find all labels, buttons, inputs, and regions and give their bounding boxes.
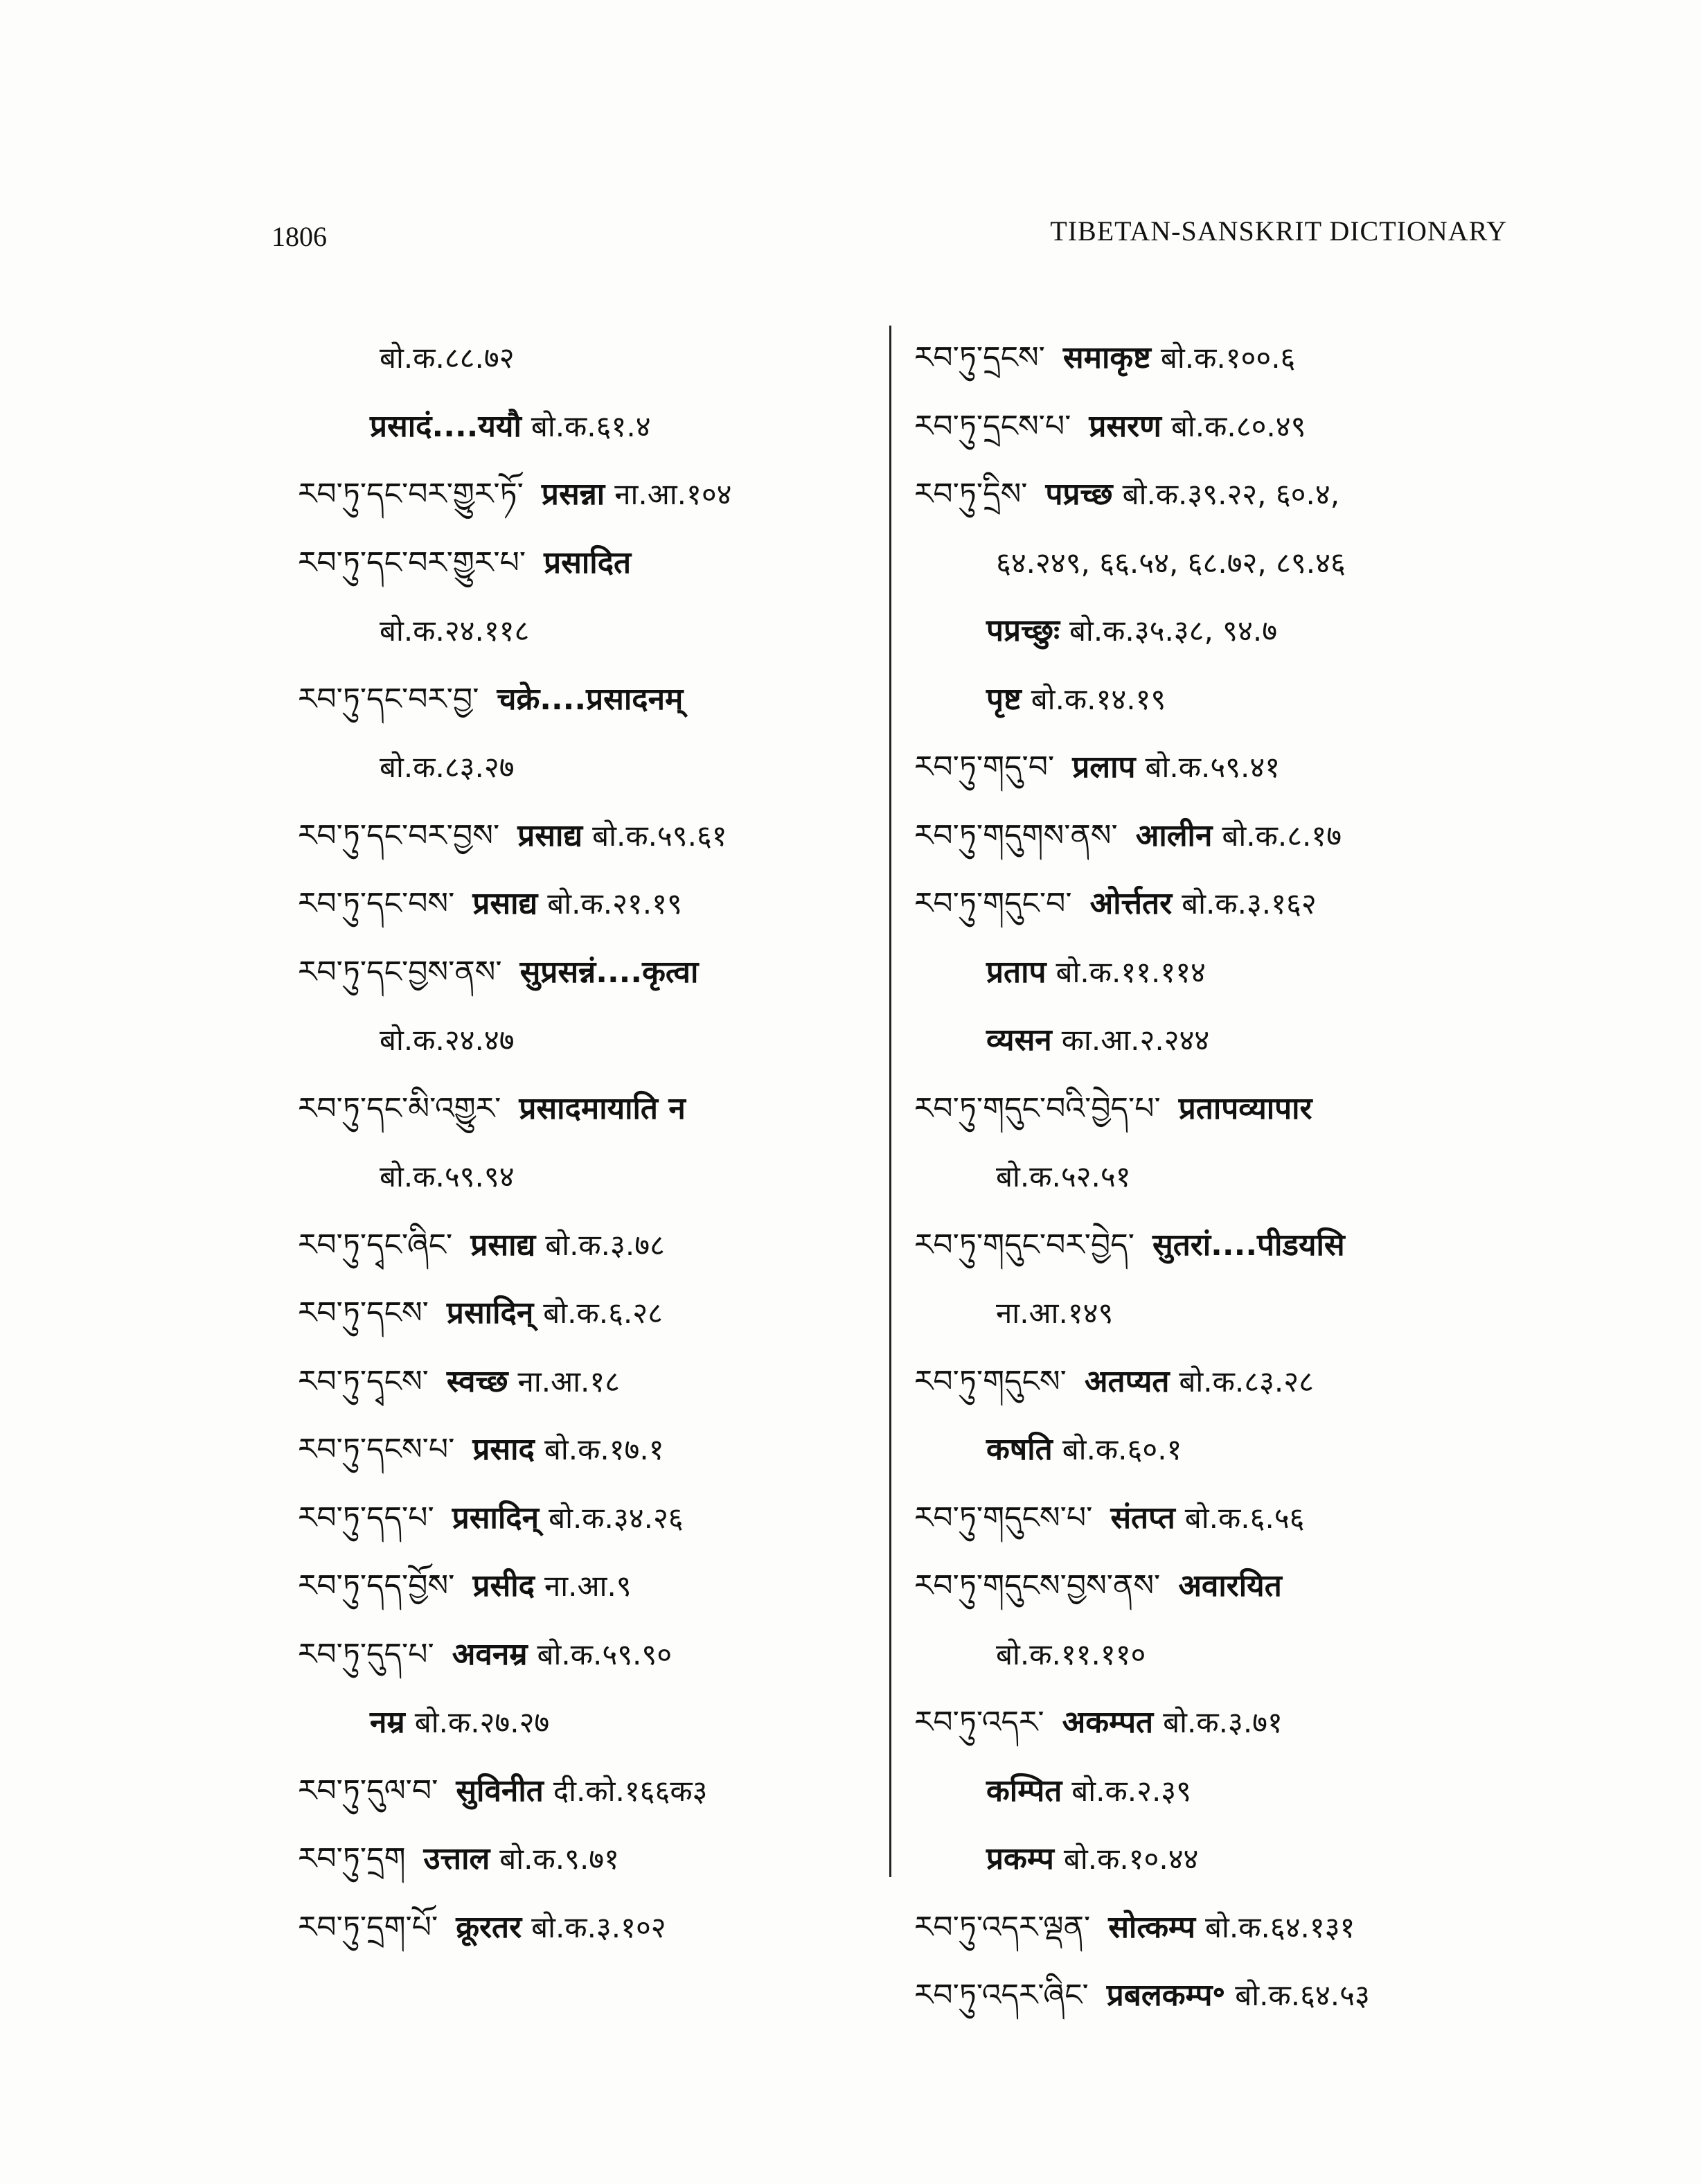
source-reference: बो.क.३४.२६ — [549, 1500, 684, 1535]
source-reference: बो.क.९.७१ — [499, 1842, 619, 1876]
tibetan-headword: རབ་ཏུ་དྭངས་ — [298, 1363, 429, 1399]
source-reference: ६४.२४९, ६६.५४, ६८.७२, ८९.४६ — [996, 545, 1346, 580]
source-reference: का.आ.२.२४४ — [1061, 1023, 1210, 1057]
sanskrit-equivalent: सुप्रसन्नं....कृत्वा — [519, 954, 699, 990]
sanskrit-equivalent: प्रतापव्यापार — [1178, 1090, 1312, 1126]
sanskrit-equivalent: ओर्त्ततर — [1089, 886, 1173, 921]
tibetan-headword: རབ་ཏུ་དུད་པ་ — [298, 1636, 434, 1672]
dictionary-entry-line — [914, 1075, 1510, 1144]
source-reference: बो.क.५९.९० — [537, 1637, 673, 1671]
source-reference: बो.क.६४.५३ — [1235, 1978, 1370, 2012]
sanskrit-equivalent: सोत्कम्प — [1108, 1909, 1196, 1945]
left-column — [298, 324, 852, 1962]
tibetan-headword: རབ་ཏུ་གདུང་བའི་བྱེད་པ་ — [914, 1090, 1161, 1126]
dictionary-entry-line — [914, 1962, 1510, 2030]
dictionary-entry-line — [298, 324, 852, 393]
tibetan-headword: རབ་ཏུ་གདུང་བ་ — [914, 886, 1072, 921]
sanskrit-equivalent: प्रलाप — [1072, 749, 1136, 785]
tibetan-headword: རབ་ཏུ་དྲངས་ — [914, 340, 1045, 375]
source-reference: ना.आ.९ — [544, 1569, 632, 1603]
dictionary-entry-line — [298, 1825, 852, 1894]
tibetan-headword: རབ་ཏུ་གདུ་བ་ — [914, 749, 1055, 785]
tibetan-headword: རབ་ཏུ་དང་བར་གྱུར་ཏོ་ — [298, 477, 524, 512]
sanskrit-equivalent: अवनम्र — [452, 1636, 528, 1672]
dictionary-entry-line — [298, 939, 852, 1007]
dictionary-entry-line — [914, 324, 1510, 393]
source-reference: बो.क.८.१७ — [1222, 818, 1342, 853]
dictionary-entry-line — [914, 1757, 1510, 1826]
sanskrit-equivalent: प्रसाद्य — [470, 1227, 536, 1263]
tibetan-headword: རབ་ཏུ་དང་བྱས་ནས་ — [298, 954, 502, 990]
sanskrit-equivalent: प्रसादित — [544, 544, 632, 580]
source-reference: बो.क.६४.१३१ — [1205, 1910, 1355, 1944]
sanskrit-equivalent: प्रताप — [986, 954, 1047, 990]
source-reference: बो.क.३.१६२ — [1182, 887, 1317, 921]
tibetan-headword: རབ་ཏུ་དྲག་པོ་ — [298, 1909, 438, 1945]
source-reference: बो.क.१००.६ — [1160, 341, 1296, 375]
dictionary-entry-line — [914, 1689, 1510, 1757]
tibetan-headword: རབ་ཏུ་འདར་ — [914, 1705, 1044, 1740]
source-reference: बो.क.५९.६१ — [592, 818, 727, 853]
tibetan-headword: རབ་ཏུ་དངས་པ་ — [298, 1432, 455, 1467]
dictionary-entry-line — [298, 1143, 852, 1211]
dictionary-entry-line — [914, 1416, 1510, 1484]
dictionary-entry-line — [914, 1211, 1510, 1280]
tibetan-headword: རབ་ཏུ་དང་བས་ — [298, 886, 455, 921]
dictionary-entry-line — [298, 1621, 852, 1689]
source-reference: बो.क.८०.४९ — [1170, 409, 1306, 443]
dictionary-entry-line — [298, 666, 852, 734]
dictionary-entry-line — [298, 1757, 852, 1826]
dictionary-entry-line — [914, 1279, 1510, 1348]
dictionary-entry-line — [914, 1825, 1510, 1894]
tibetan-headword: རབ་ཏུ་དྲིས་ — [914, 477, 1028, 512]
right-column — [914, 324, 1510, 2030]
sanskrit-equivalent: प्रसादिन् — [446, 1295, 534, 1331]
sanskrit-equivalent: आलीन — [1135, 817, 1213, 853]
dictionary-entry-line — [298, 1484, 852, 1553]
source-reference: बो.क.२.३९ — [1071, 1773, 1191, 1808]
source-reference: ना.आ.१४९ — [996, 1296, 1114, 1330]
dictionary-entry-line — [298, 802, 852, 871]
tibetan-headword: རབ་ཏུ་དང་བར་བྱ་ — [298, 681, 479, 717]
tibetan-headword: རབ་ཏུ་དང་བར་གྱུར་པ་ — [298, 544, 526, 580]
sanskrit-equivalent: प्रसीद — [472, 1568, 535, 1604]
source-reference: बो.क.५९.४१ — [1145, 750, 1281, 784]
sanskrit-equivalent: व्यसन — [986, 1022, 1052, 1058]
dictionary-entry-line — [914, 529, 1510, 598]
sanskrit-equivalent: प्रसन्ना — [541, 477, 605, 512]
source-reference: बो.क.२७.२७ — [414, 1705, 550, 1739]
tibetan-headword: རབ་ཏུ་དྭང་ཞིང་ — [298, 1227, 453, 1263]
dictionary-entry-line — [914, 1894, 1510, 1962]
dictionary-entry-line — [914, 1006, 1510, 1075]
dictionary-entry-line — [914, 1143, 1510, 1211]
sanskrit-equivalent: प्रसादं....ययौ — [370, 408, 522, 444]
dictionary-entry-line — [298, 393, 852, 461]
source-reference: बो.क.२४.४७ — [380, 1023, 515, 1057]
tibetan-headword: རབ་ཏུ་གདུགས་ནས་ — [914, 817, 1118, 853]
sanskrit-equivalent: कम्पित — [986, 1773, 1062, 1809]
dictionary-entry-line — [298, 1689, 852, 1757]
sanskrit-equivalent: क्रूरतर — [456, 1909, 522, 1945]
source-reference: बो.क.५२.५१ — [996, 1160, 1131, 1193]
tibetan-headword: རབ་ཏུ་དངས་ — [298, 1295, 429, 1331]
tibetan-headword: རབ་ཏུ་དང་བར་བྱས་ — [298, 817, 500, 853]
sanskrit-equivalent: चक्रे....प्रसादनम् — [497, 681, 684, 717]
sanskrit-equivalent: उत्ताल — [423, 1841, 490, 1876]
source-reference: ना.आ.१८ — [517, 1364, 621, 1399]
sanskrit-equivalent: प्रसरण — [1089, 408, 1161, 444]
sanskrit-equivalent: अतप्यत — [1084, 1363, 1170, 1399]
running-head: TIBETAN-SANSKRIT DICTIONARY — [1050, 215, 1507, 247]
dictionary-entry-line — [298, 734, 852, 802]
source-reference: बो.क.१०.४४ — [1063, 1842, 1199, 1876]
source-reference: बो.क.३.७८ — [545, 1227, 665, 1262]
sanskrit-equivalent: अकम्पत — [1062, 1705, 1154, 1740]
sanskrit-equivalent: पप्रच्छ — [1045, 477, 1113, 512]
source-reference: बो.क.६०.१ — [1062, 1432, 1182, 1466]
dictionary-entry-line — [298, 1416, 852, 1484]
sanskrit-equivalent: प्रसाद्य — [517, 817, 583, 853]
sanskrit-equivalent: समाकृष्ट — [1062, 340, 1151, 375]
dictionary-entry-line — [298, 870, 852, 939]
source-reference: बो.क.२१.१९ — [547, 887, 682, 921]
source-reference: बो.क.१७.१ — [544, 1432, 664, 1466]
source-reference: बो.क.२४.११८ — [380, 614, 530, 648]
sanskrit-equivalent: प्रबलकम्प॰ — [1106, 1978, 1226, 2013]
dictionary-entry-line — [914, 734, 1510, 802]
dictionary-entry-line — [298, 1348, 852, 1417]
source-reference: बो.क.६१.४ — [531, 409, 651, 443]
source-reference: बो.क.३.७१ — [1163, 1705, 1283, 1739]
dictionary-entry-line — [298, 461, 852, 529]
dictionary-entry-line — [914, 802, 1510, 871]
dictionary-entry-line — [298, 1211, 852, 1280]
page-number: 1806 — [271, 221, 327, 252]
dictionary-entry-line — [914, 1621, 1510, 1689]
tibetan-headword: རབ་ཏུ་དད་པ་ — [298, 1500, 434, 1536]
dictionary-entry-line — [914, 939, 1510, 1007]
sanskrit-equivalent: प्रसादिन् — [452, 1500, 540, 1536]
dictionary-entry-line — [298, 597, 852, 666]
sanskrit-equivalent: नम्र — [370, 1705, 405, 1740]
sanskrit-equivalent: सुतरां....पीडयसि — [1152, 1227, 1345, 1263]
dictionary-entry-line — [298, 1894, 852, 1962]
tibetan-headword: རབ་ཏུ་གདུང་བར་བྱེད་ — [914, 1227, 1134, 1263]
dictionary-entry-line — [298, 1279, 852, 1348]
tibetan-headword: རབ་ཏུ་དང་མི་འགྱུར་ — [298, 1090, 501, 1126]
dictionary-entry-line — [298, 1075, 852, 1144]
source-reference: बो.क.११.११४ — [1056, 955, 1206, 989]
source-reference: बो.क.८३.२८ — [1179, 1364, 1314, 1399]
sanskrit-equivalent: प्रकम्प — [986, 1841, 1054, 1876]
tibetan-headword: རབ་ཏུ་དད་བྱོས་ — [298, 1568, 455, 1604]
source-reference: बो.क.११.११० — [996, 1637, 1146, 1671]
dictionary-entry-line — [914, 1552, 1510, 1621]
source-reference: बो.क.५९.९४ — [380, 1160, 515, 1193]
source-reference: बो.क.६.५६ — [1184, 1500, 1305, 1535]
tibetan-headword: རབ་ཏུ་གདུངས་ — [914, 1363, 1067, 1399]
dictionary-entry-line — [914, 597, 1510, 666]
source-reference: बो.क.३.१०२ — [531, 1910, 666, 1944]
source-reference: दी.को.१६६क३ — [553, 1773, 708, 1808]
source-reference: बो.क.८८.७२ — [380, 341, 515, 375]
dictionary-entry-line — [298, 1552, 852, 1621]
sanskrit-equivalent: पृष्ट — [986, 681, 1022, 717]
sanskrit-equivalent: स्वच्छ — [446, 1363, 508, 1399]
sanskrit-equivalent: कषति — [986, 1432, 1053, 1467]
tibetan-headword: རབ་ཏུ་གདུངས་བྱས་ནས་ — [914, 1568, 1161, 1604]
sanskrit-equivalent: सुविनीत — [456, 1773, 544, 1809]
sanskrit-equivalent: प्रसाद्य — [472, 886, 538, 921]
sanskrit-equivalent: प्रसादमायाति न — [519, 1090, 686, 1126]
dictionary-entry-line — [914, 870, 1510, 939]
tibetan-headword: རབ་ཏུ་གདུངས་པ་ — [914, 1500, 1093, 1536]
column-divider — [889, 326, 891, 1877]
dictionary-entry-line — [914, 666, 1510, 734]
sanskrit-equivalent: अवारयित — [1178, 1568, 1282, 1604]
tibetan-headword: རབ་ཏུ་དུལ་བ་ — [298, 1773, 438, 1809]
sanskrit-equivalent: पप्रच्छुः — [986, 613, 1060, 648]
tibetan-headword: རབ་ཏུ་འདར་ལྡན་ — [914, 1909, 1091, 1945]
tibetan-headword: རབ་ཏུ་འདར་ཞིང་ — [914, 1978, 1089, 2013]
dictionary-entry-line — [298, 1006, 852, 1075]
source-reference: ना.आ.१०४ — [614, 477, 732, 511]
source-reference: बो.क.६.२८ — [543, 1296, 663, 1330]
tibetan-headword: རབ་ཏུ་དྲག — [298, 1841, 406, 1876]
sanskrit-equivalent: प्रसाद — [472, 1432, 535, 1467]
source-reference: बो.क.३९.२२, ६०.४, — [1122, 477, 1340, 511]
source-reference: बो.क.८३.२७ — [380, 750, 515, 784]
sanskrit-equivalent: संतप्त — [1110, 1500, 1175, 1536]
dictionary-entry-line — [914, 461, 1510, 529]
dictionary-entry-line — [914, 393, 1510, 461]
source-reference: बो.क.१४.१९ — [1031, 682, 1166, 716]
tibetan-headword: རབ་ཏུ་དྲངས་པ་ — [914, 408, 1071, 444]
source-reference: बो.क.३५.३८, ९४.७ — [1069, 614, 1278, 648]
dictionary-entry-line — [298, 529, 852, 598]
dictionary-entry-line — [914, 1348, 1510, 1417]
dictionary-entry-line — [914, 1484, 1510, 1553]
